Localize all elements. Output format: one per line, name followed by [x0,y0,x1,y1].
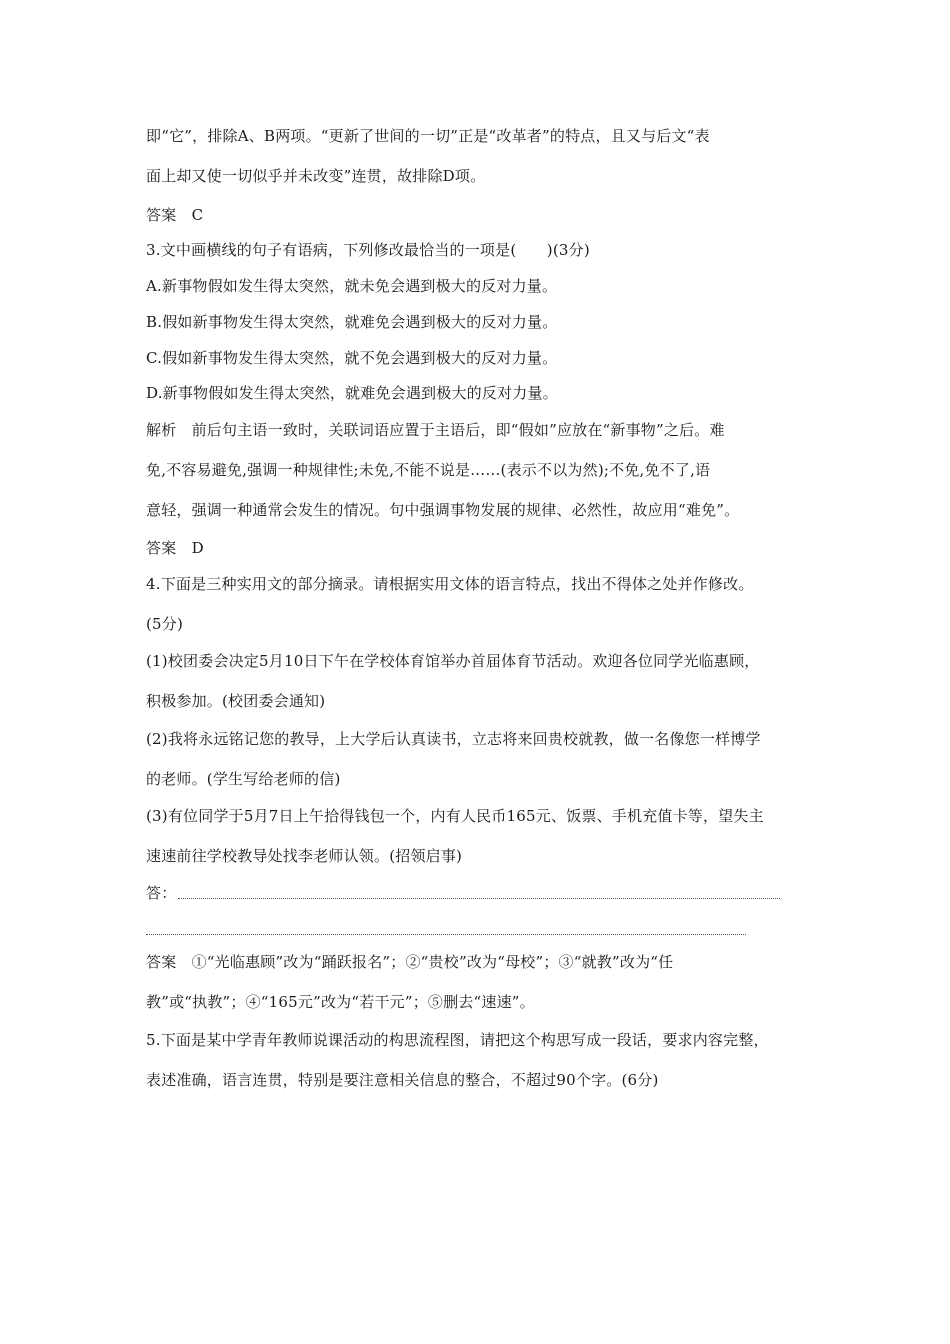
question-4-stem: 4.下面是三种实用文的部分摘录。请根据实用文体的语言特点，找出不得体之处并作修改。 [146,575,754,593]
answer-prompt: 答： [146,884,177,902]
excerpt-1-line-1: (1)校团委会决定5月10日下午在学校体育馆举办首届体育节活动。欢迎各位同学光临惠顾， [146,652,760,670]
option-b: B.假如新事物发生得太突然，就难免会遇到极大的反对力量。 [146,313,558,331]
analysis-line-2: 免,不容易避免,强调一种规律性;未免,不能不说是……(表示不以为然);不免,免不了,语 [146,461,711,479]
option-a: A.新事物假如发生得太突然，就未免会遇到极大的反对力量。 [146,277,558,295]
option-c: C.假如新事物发生得太突然，就不免会遇到极大的反对力量。 [146,349,558,367]
answer-blank-line-2[interactable] [146,934,746,935]
excerpt-3-line-2: 速速前往学校教导处找李老师认领。(招领启事) [146,847,463,865]
text-line-1: 即“它”，排除A、B两项。“更新了世间的一切”正是“改革者”的特点，且又与后文“表 [146,127,710,145]
question-3-stem: 3.文中画横线的句子有语病，下列修改最恰当的一项是( )(3分) [146,241,590,259]
option-d: D.新事物假如发生得太突然，就难免会遇到极大的反对力量。 [146,384,558,402]
answer-blank-line-1[interactable] [178,898,780,899]
answer-label-1: 答案 C [146,206,204,224]
excerpt-2-line-2: 的老师。(学生写给老师的信) [146,770,341,788]
analysis-line-3: 意轻，强调一种通常会发生的情况。句中强调事物发展的规律、必然性，故应用“难免”。 [146,501,740,519]
question-4-points: (5分) [146,615,184,633]
text-line-2: 面上却又使一切似乎并未改变”连贯，故排除D项。 [146,167,486,185]
analysis-line-1: 解析 前后句主语一致时，关联词语应置于主语后，即“假如”应放在“新事物”之后。难 [146,421,725,439]
question-5-line-2: 表述准确，语言连贯，特别是要注意相关信息的整合，不超过90个字。(6分) [146,1071,659,1089]
answer-4-line-1: 答案 ①“光临惠顾”改为“踊跃报名”；②“贵校”改为“母校”；③“就教”改为“任 [146,953,674,971]
excerpt-3-line-1: (3)有位同学于5月7日上午拾得钱包一个，内有人民币165元、饭票、手机充值卡等，望失主 [146,807,764,825]
excerpt-2-line-1: (2)我将永远铭记您的教导，上大学后认真读书，立志将来回贵校就教，做一名像您一样博学 [146,730,761,748]
answer-4-line-2: 教”或“执教”；④“165元”改为“若干元”；⑤删去“速速”。 [146,993,535,1011]
answer-label-2: 答案 D [146,539,204,557]
question-5-line-1: 5.下面是某中学青年教师说课活动的构思流程图，请把这个构思写成一段话，要求内容完整， [146,1031,769,1049]
excerpt-1-line-2: 积极参加。(校团委会通知) [146,692,326,710]
